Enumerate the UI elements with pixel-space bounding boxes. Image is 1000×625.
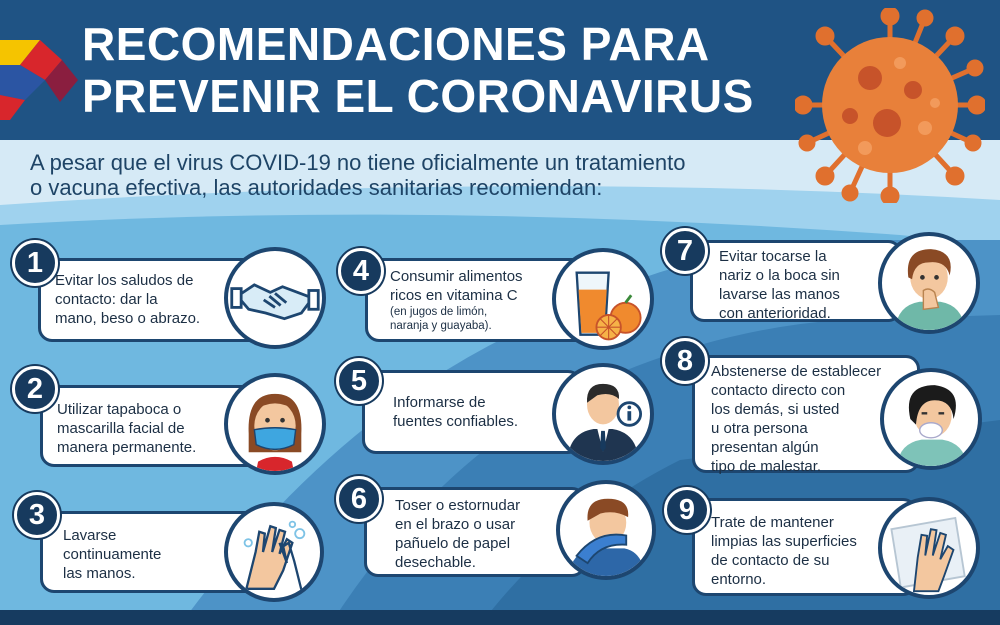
text-line: contacto: dar la — [55, 291, 158, 308]
text-line: Toser o estornudar — [395, 497, 521, 514]
number-badge-7: 7 — [662, 228, 708, 274]
recommendation-text-3 — [63, 526, 161, 583]
text-line: presentan algún — [711, 439, 819, 456]
number-badge-1: 1 — [12, 240, 58, 286]
text-line: mascarilla facial de — [57, 420, 185, 437]
recommendation-card-7 — [690, 240, 902, 322]
text-line: en el brazo o usar — [395, 516, 516, 533]
recommendation-text-9 — [711, 513, 857, 589]
recommendation-text-4 — [390, 267, 523, 333]
sneeze-into-elbow-icon — [556, 480, 656, 580]
number-badge-4: 4 — [338, 248, 384, 294]
text-line: tipo de malestar. — [711, 458, 822, 475]
number-badge-3: 3 — [14, 492, 60, 538]
title-line-1: RECOMENDACIONES PARA — [82, 18, 710, 70]
recommendation-card-5 — [362, 370, 582, 454]
text-line: Evitar los saludos de — [55, 272, 194, 289]
text-line: Informarse de — [393, 394, 486, 411]
text-line: manera permanente. — [57, 439, 197, 456]
text-line: ricos en vitamina C — [390, 287, 518, 304]
informed-person-icon — [552, 363, 654, 465]
recommendation-text-7 — [719, 247, 840, 323]
text-line: lavarse las manos — [719, 286, 840, 303]
recommendation-text-6 — [395, 496, 520, 572]
number-badge-2: 2 — [12, 366, 58, 412]
text-line: los demás, si usted — [711, 401, 840, 418]
cleaning-surface-icon — [878, 497, 980, 599]
number-badge-9: 9 — [664, 487, 710, 533]
note-line: (en jugos de limón, — [390, 306, 488, 318]
text-line: Evitar tocarse la — [719, 248, 827, 265]
intro-text — [30, 150, 850, 200]
flag-decoration-icon — [0, 40, 80, 130]
hand-washing-icon — [224, 502, 324, 602]
text-line: las manos. — [63, 565, 136, 582]
recommendation-text-1 — [55, 271, 200, 328]
face-mask-icon — [224, 373, 326, 475]
recommendation-text-5 — [393, 393, 518, 431]
text-line: entorno. — [711, 571, 767, 588]
text-line: contacto directo con — [711, 382, 846, 399]
text-line: fuentes confiables. — [393, 413, 519, 430]
text-line: desechable. — [395, 554, 476, 571]
recommendation-text-2 — [57, 400, 196, 457]
text-line: pañuelo de papel — [395, 535, 511, 552]
number-badge-6: 6 — [336, 476, 382, 522]
intro-line-2: o vacuna efectiva, las autoridades sanitarias recomiendan: — [30, 175, 603, 200]
note-line: naranja y guayaba). — [390, 320, 492, 332]
page-title — [82, 18, 802, 122]
text-line: limpias las superficies — [711, 533, 857, 550]
number-badge-8: 8 — [662, 338, 708, 384]
handshake-icon — [224, 247, 326, 349]
text-line: de contacto de su — [711, 552, 830, 569]
text-line: con anterioridad. — [719, 305, 831, 322]
orange-juice-icon — [552, 248, 654, 350]
text-line: u otra persona — [711, 420, 808, 437]
touching-face-icon — [878, 232, 980, 334]
intro-line-1: A pesar que el virus COVID-19 no tiene oficialmente un tratamiento — [30, 150, 686, 175]
sick-person-icon — [880, 368, 982, 470]
recommendation-text-8 — [711, 362, 881, 476]
text-line: Trate de mantener — [711, 514, 834, 531]
recommendation-card-6 — [364, 487, 586, 577]
title-line-2: PREVENIR EL CORONAVIRUS — [82, 70, 754, 122]
text-line: mano, beso o abrazo. — [55, 310, 201, 327]
text-line: Consumir alimentos — [390, 268, 523, 285]
text-line: Lavarse — [63, 527, 117, 544]
text-line: Utilizar tapaboca o — [57, 401, 182, 418]
text-line: nariz o la boca sin — [719, 267, 840, 284]
text-line: Abstenerse de establecer — [711, 363, 882, 380]
text-line: continuamente — [63, 546, 162, 563]
number-badge-5: 5 — [336, 358, 382, 404]
